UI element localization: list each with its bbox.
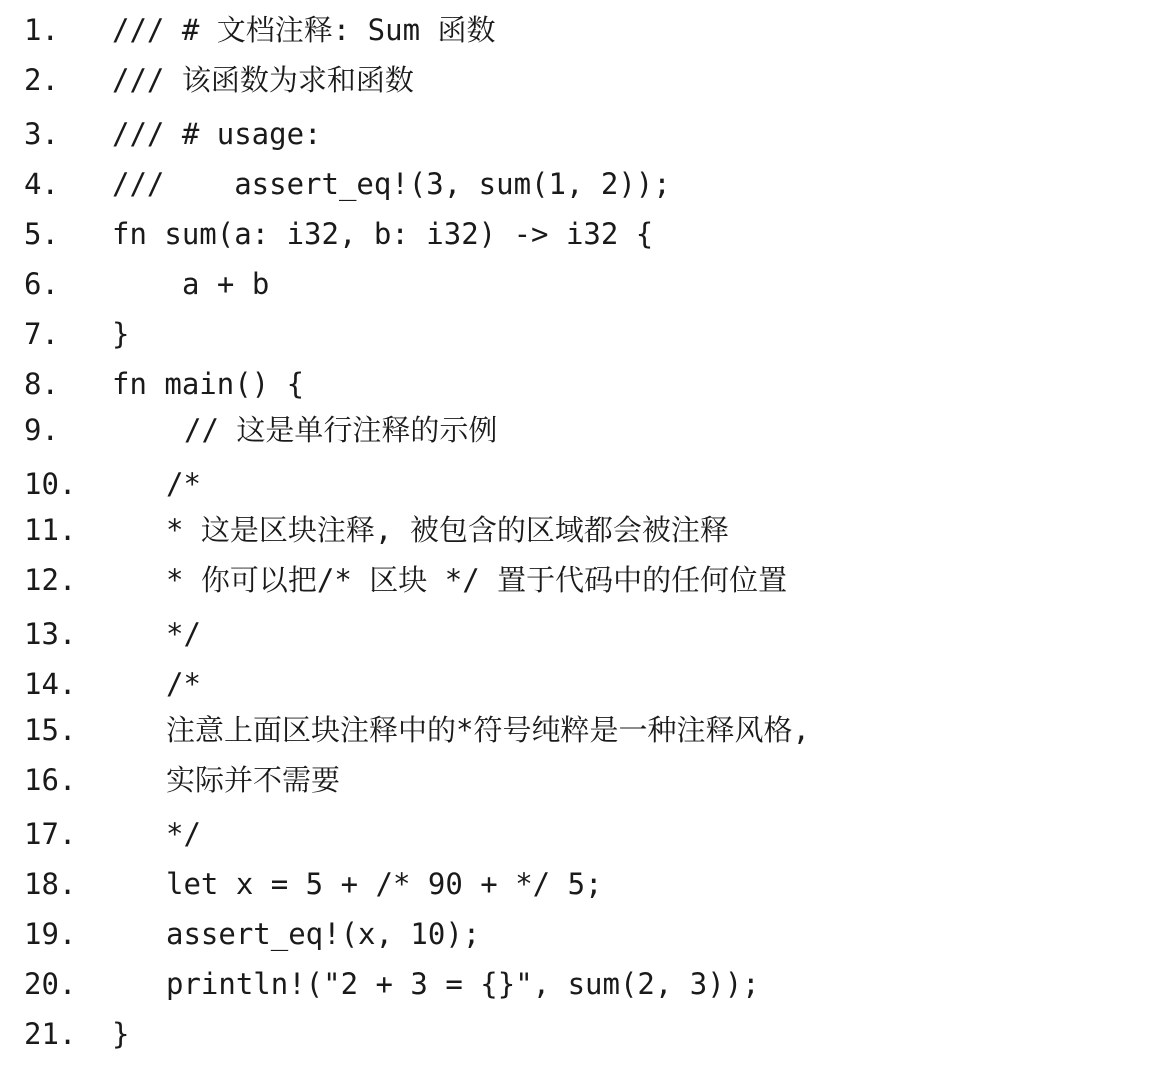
line-text: * 你可以把/* 区块 */ 置于代码中的任何位置 xyxy=(166,563,788,597)
line-text: /// # usage: xyxy=(112,117,322,151)
line-number: 11. xyxy=(24,513,77,547)
line-text: * 这是区块注释, 被包含的区域都会被注释 xyxy=(166,513,729,547)
line-text: fn sum(a: i32, b: i32) -> i32 { xyxy=(112,217,654,251)
line-text: */ xyxy=(166,617,201,651)
line-number: 20. xyxy=(24,967,77,1001)
line-number: 1. xyxy=(24,13,59,47)
line-number: 5. xyxy=(24,217,59,251)
line-text: /// 该函数为求和函数 xyxy=(112,63,414,97)
line-text: // 这是单行注释的示例 xyxy=(184,413,498,447)
line-text: /* xyxy=(166,667,201,701)
line-text: println!("2 + 3 = {}", sum(2, 3)); xyxy=(166,967,760,1001)
line-number: 19. xyxy=(24,917,77,951)
line-number: 6. xyxy=(24,267,59,301)
line-text: a + b xyxy=(182,267,270,301)
line-number: 7. xyxy=(24,317,59,351)
line-number: 9. xyxy=(24,413,59,447)
line-number: 10. xyxy=(24,467,77,501)
line-text: 注意上面区块注释中的*符号纯粹是一种注释风格, xyxy=(166,713,810,747)
line-number: 4. xyxy=(24,167,59,201)
line-number: 12. xyxy=(24,563,77,597)
line-text: */ xyxy=(166,817,201,851)
line-text: let x = 5 + /* 90 + */ 5; xyxy=(166,867,603,901)
line-number: 16. xyxy=(24,763,77,797)
line-number: 13. xyxy=(24,617,77,651)
line-text: /// assert_eq!(3, sum(1, 2)); xyxy=(112,167,671,201)
line-text: 实际并不需要 xyxy=(166,763,341,797)
line-number: 8. xyxy=(24,367,59,401)
line-text: } xyxy=(112,317,130,351)
line-number: 14. xyxy=(24,667,77,701)
line-number: 3. xyxy=(24,117,59,151)
line-number: 18. xyxy=(24,867,77,901)
line-number: 15. xyxy=(24,713,77,747)
line-text: fn main() { xyxy=(112,367,305,401)
line-text: assert_eq!(x, 10); xyxy=(166,917,481,951)
line-text: } xyxy=(112,1017,130,1051)
line-number: 17. xyxy=(24,817,77,851)
line-number: 21. xyxy=(24,1017,77,1051)
line-number: 2. xyxy=(24,63,59,97)
line-text: /* xyxy=(166,467,201,501)
line-text: /// # 文档注释: Sum 函数 xyxy=(112,13,496,47)
